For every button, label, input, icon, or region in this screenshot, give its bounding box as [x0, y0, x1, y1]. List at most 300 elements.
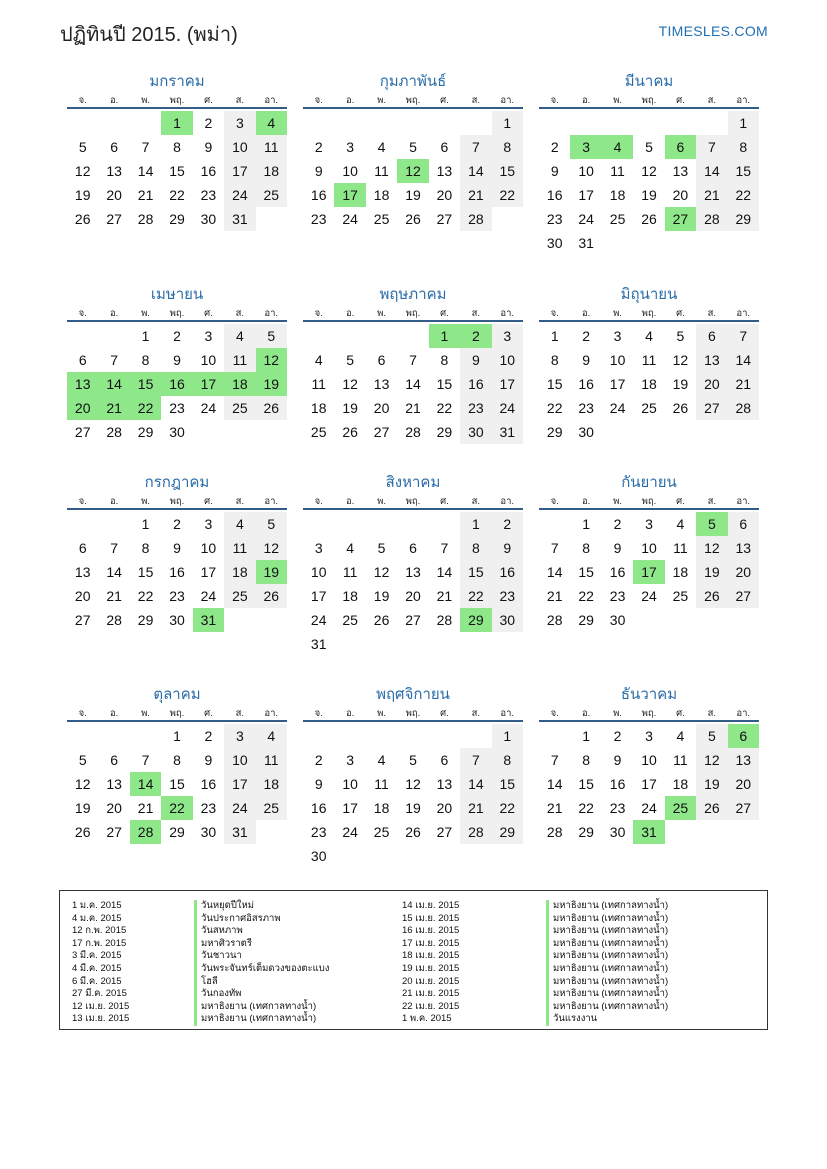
weekday-label: จ.: [78, 496, 87, 507]
weekday-label: จ.: [78, 308, 87, 319]
weekday-label: พ.: [377, 708, 386, 719]
day-cell: 11: [224, 536, 255, 560]
day-cell: 20: [74, 588, 91, 604]
weekday-label: อา.: [264, 708, 279, 719]
holiday-day-cell: 17: [334, 183, 365, 207]
legend-names-left: [194, 900, 329, 1026]
day-cell: 23: [578, 400, 594, 416]
day-cell: 22: [436, 400, 453, 416]
month-9: [539, 471, 759, 628]
day-cell: 21: [728, 372, 759, 396]
day-cell: 17: [641, 776, 657, 792]
weekday-label: พฤ.: [405, 95, 421, 106]
weekday-label: อา.: [500, 95, 515, 106]
holiday-day-cell: 13: [67, 372, 98, 396]
day-cell: 24: [310, 612, 327, 628]
month-8: [303, 471, 523, 652]
weekday-label: อ.: [581, 496, 591, 507]
day-cell: 23: [200, 800, 217, 816]
day-cell: 9: [173, 540, 181, 556]
day-cell: 7: [141, 139, 150, 155]
legend-dates-left: [72, 900, 129, 1026]
day-cell: 19: [696, 560, 727, 584]
day-cell: 27: [74, 424, 91, 440]
day-cell: 21: [696, 183, 727, 207]
holiday-date: 17 ก.พ. 2015: [72, 937, 127, 949]
holiday-date: 22 เม.ย. 2015: [402, 1000, 460, 1012]
day-cell: 15: [546, 376, 563, 392]
day-cell: 2: [204, 115, 213, 131]
day-cell: 28: [460, 207, 491, 231]
day-cell: 4: [377, 752, 386, 768]
day-cell: 4: [224, 512, 255, 536]
day-cell: 26: [373, 612, 390, 628]
day-cell: 12: [641, 163, 657, 179]
day-cell: 20: [672, 187, 689, 203]
weekday-label: อา.: [736, 308, 751, 319]
weekday-label: อา.: [736, 95, 751, 106]
day-cell: 15: [728, 159, 759, 183]
holiday-name: มหาธิงยาน (เทศกาลทางน้ำ): [546, 950, 668, 963]
day-cell: 8: [492, 748, 523, 772]
day-cell: 13: [728, 536, 759, 560]
day-cell: 24: [492, 396, 523, 420]
holiday-name: มหาธิงยาน (เทศกาลทางน้ำ): [546, 963, 668, 976]
day-cell: 18: [310, 400, 327, 416]
day-cell: 26: [256, 396, 287, 420]
holiday-name: โฮลี: [194, 976, 329, 989]
day-cell: 19: [74, 187, 91, 203]
day-cell: 11: [673, 752, 688, 768]
day-cell: 2: [314, 752, 323, 768]
month-name: เมษายน: [150, 286, 204, 303]
weekday-label: อา.: [500, 308, 515, 319]
day-cell: 29: [436, 424, 453, 440]
day-cell: 7: [550, 752, 559, 768]
day-cell: 8: [173, 139, 181, 155]
weekday-label: พฤ.: [641, 95, 657, 106]
day-cell: 15: [460, 560, 491, 584]
day-cell: 8: [141, 540, 150, 556]
holiday-date: 3 มี.ค. 2015: [72, 950, 122, 962]
weekday-label: พฤ.: [169, 308, 185, 319]
day-cell: 21: [460, 796, 491, 820]
day-cell: 11: [256, 135, 287, 159]
day-cell: 3: [204, 516, 213, 532]
day-cell: 28: [546, 612, 563, 628]
day-cell: 3: [346, 752, 355, 768]
day-cell: 13: [74, 564, 91, 580]
day-cell: 13: [436, 776, 453, 792]
weekday-label: พฤ.: [641, 496, 657, 507]
day-cell: 7: [460, 135, 491, 159]
day-cell: 12: [373, 564, 390, 580]
day-cell: 16: [310, 187, 327, 203]
holiday-date: 20 เม.ย. 2015: [402, 975, 460, 987]
day-cell: 7: [409, 352, 417, 368]
day-cell: 18: [256, 159, 287, 183]
weekday-label: ศ.: [676, 95, 685, 106]
day-cell: 10: [641, 752, 657, 768]
day-cell: 20: [106, 187, 122, 203]
day-cell: 28: [436, 612, 453, 628]
day-cell: 19: [672, 376, 689, 392]
day-cell: 15: [137, 564, 154, 580]
month-5: [303, 283, 523, 440]
month-name: มกราคม: [149, 73, 205, 90]
day-cell: 1: [582, 728, 591, 744]
day-cell: 31: [224, 820, 255, 844]
weekday-label: อ.: [109, 95, 119, 106]
weekday-label: ศ.: [440, 496, 449, 507]
day-cell: 27: [373, 424, 390, 440]
day-cell: 2: [550, 139, 559, 155]
day-cell: 19: [373, 588, 390, 604]
weekday-label: พ.: [613, 496, 622, 507]
day-cell: 16: [460, 372, 491, 396]
holiday-day-cell: 12: [256, 348, 287, 372]
holiday-day-cell: 21: [98, 396, 129, 420]
weekday-label: อา.: [500, 496, 515, 507]
day-cell: 31: [310, 636, 327, 652]
day-cell: 23: [310, 824, 327, 840]
holiday-day-cell: 17: [193, 372, 224, 396]
month-name: พฤษภาคม: [379, 286, 447, 303]
weekday-header: [67, 707, 287, 722]
day-cell: 23: [609, 800, 626, 816]
day-cell: 16: [578, 376, 594, 392]
day-cell: 2: [204, 728, 213, 744]
weekday-label: พฤ.: [405, 708, 421, 719]
day-cell: 12: [405, 776, 421, 792]
day-cell: 27: [106, 211, 122, 227]
day-cell: 14: [546, 564, 563, 580]
holiday-day-cell: 12: [397, 159, 428, 183]
day-cell: 24: [641, 800, 657, 816]
weekday-header: [67, 94, 287, 109]
day-cell: 7: [460, 748, 491, 772]
day-cell: 11: [224, 348, 255, 372]
day-cell: 25: [342, 612, 358, 628]
day-cell: 22: [137, 588, 154, 604]
holiday-date: 12 เม.ย. 2015: [72, 1000, 130, 1012]
day-cell: 6: [440, 752, 449, 768]
day-cell: 2: [173, 516, 181, 532]
day-cell: 4: [377, 139, 386, 155]
day-cell: 8: [141, 352, 150, 368]
day-cell: 16: [609, 776, 626, 792]
weekday-label: จ.: [78, 708, 87, 719]
day-cell: 21: [546, 800, 563, 816]
weekday-label: พ.: [141, 708, 150, 719]
holiday-date: 4 มี.ค. 2015: [72, 962, 122, 974]
day-cell: 28: [405, 424, 421, 440]
holiday-date: 15 เม.ย. 2015: [402, 912, 460, 924]
day-cell: 15: [492, 159, 523, 183]
day-cell: 4: [676, 516, 685, 532]
weekday-label: ศ.: [204, 496, 213, 507]
day-cell: 18: [672, 564, 689, 580]
weekday-label: อ.: [581, 708, 591, 719]
holiday-day-cell: 5: [696, 512, 727, 536]
day-cell: 24: [200, 588, 217, 604]
month-name: กุมภาพันธ์: [379, 73, 447, 90]
day-cell: 26: [405, 211, 421, 227]
weekday-label: พ.: [613, 308, 622, 319]
day-cell: 3: [492, 324, 523, 348]
day-cell: 3: [314, 540, 323, 556]
weekday-label: จ.: [550, 95, 559, 106]
day-cell: 18: [672, 776, 689, 792]
day-cell: 21: [106, 588, 122, 604]
day-cell: 8: [173, 752, 181, 768]
holiday-name: วันหยุดปีใหม่: [194, 900, 329, 913]
weekday-label: จ.: [550, 708, 559, 719]
day-cell: 12: [696, 536, 727, 560]
month-11: [303, 683, 523, 864]
day-cell: 20: [106, 800, 122, 816]
weekday-label: พ.: [613, 95, 622, 106]
day-cell: 8: [440, 352, 449, 368]
day-cell: 10: [310, 564, 327, 580]
day-cell: 26: [405, 824, 421, 840]
day-cell: 14: [405, 376, 421, 392]
day-cell: 2: [314, 139, 323, 155]
weekday-label: อ.: [581, 95, 591, 106]
day-cell: 25: [256, 796, 287, 820]
day-cell: 9: [613, 752, 622, 768]
day-cell: 18: [342, 588, 358, 604]
day-cell: 28: [106, 612, 122, 628]
day-cell: 14: [106, 564, 122, 580]
day-cell: 27: [728, 796, 759, 820]
day-cell: 29: [546, 424, 563, 440]
day-cell: 10: [200, 540, 217, 556]
day-cell: 22: [492, 796, 523, 820]
weekday-label: อ.: [109, 496, 119, 507]
day-cell: 15: [436, 376, 453, 392]
day-cell: 3: [204, 328, 213, 344]
day-cell: 7: [110, 540, 119, 556]
day-cell: 11: [256, 748, 287, 772]
day-cell: 22: [169, 187, 185, 203]
day-cell: 5: [346, 352, 355, 368]
day-cell: 23: [609, 588, 626, 604]
day-cell: 20: [728, 560, 759, 584]
day-cell: 12: [74, 163, 91, 179]
day-cell: 14: [728, 348, 759, 372]
day-cell: 18: [224, 560, 255, 584]
day-cell: 27: [106, 824, 122, 840]
holiday-day-cell: 3: [570, 135, 601, 159]
weekday-label: ส.: [235, 708, 245, 719]
weekday-label: พ.: [141, 308, 150, 319]
holiday-date: 18 เม.ย. 2015: [402, 950, 460, 962]
holiday-day-cell: 19: [256, 560, 287, 584]
day-cell: 15: [169, 776, 185, 792]
day-cell: 23: [492, 584, 523, 608]
weekday-label: อ.: [345, 496, 355, 507]
holiday-day-cell: 14: [130, 772, 161, 796]
day-cell: 25: [256, 183, 287, 207]
month-name: มีนาคม: [624, 73, 674, 90]
day-cell: 10: [342, 163, 358, 179]
weekday-header: [303, 307, 523, 322]
day-cell: 10: [342, 776, 358, 792]
day-cell: 2: [582, 328, 591, 344]
day-cell: 12: [672, 352, 689, 368]
day-cell: 15: [492, 772, 523, 796]
day-cell: 16: [546, 187, 563, 203]
day-cell: 6: [728, 512, 759, 536]
day-cell: 17: [310, 588, 327, 604]
year-calendar: [67, 70, 760, 885]
day-cell: 3: [645, 516, 653, 532]
day-cell: 26: [672, 400, 689, 416]
day-cell: 25: [224, 396, 255, 420]
holiday-date: 21 เม.ย. 2015: [402, 988, 460, 1000]
day-cell: 13: [696, 348, 727, 372]
day-cell: 19: [342, 400, 358, 416]
weekday-label: จ.: [314, 95, 323, 106]
weekday-label: ส.: [235, 308, 245, 319]
day-cell: 13: [728, 748, 759, 772]
day-cell: 1: [173, 728, 181, 744]
day-cell: 10: [641, 540, 657, 556]
holiday-date: 14 เม.ย. 2015: [402, 900, 460, 911]
day-cell: 13: [405, 564, 421, 580]
day-cell: 1: [728, 111, 759, 135]
day-cell: 14: [137, 163, 154, 179]
month-name: ตุลาคม: [153, 686, 201, 703]
weekday-label: ส.: [707, 496, 717, 507]
holiday-day-cell: 6: [665, 135, 696, 159]
holiday-day-cell: 15: [130, 372, 161, 396]
day-cell: 28: [696, 207, 727, 231]
day-cell: 9: [204, 752, 213, 768]
day-cell: 8: [728, 135, 759, 159]
weekday-header: [67, 495, 287, 510]
day-cell: 25: [310, 424, 327, 440]
day-cell: 23: [546, 211, 563, 227]
weekday-label: ศ.: [676, 708, 685, 719]
day-cell: 7: [440, 540, 449, 556]
day-cell: 19: [74, 800, 91, 816]
day-cell: 12: [256, 536, 287, 560]
brand-link[interactable]: TIMESLES.COM: [658, 23, 768, 39]
holiday-day-cell: 22: [161, 796, 192, 820]
day-cell: 25: [641, 400, 657, 416]
day-cell: 30: [169, 424, 185, 440]
weekday-header: [67, 307, 287, 322]
weekday-label: พฤ.: [641, 308, 657, 319]
day-cell: 22: [546, 400, 563, 416]
day-cell: 17: [578, 187, 594, 203]
day-cell: 24: [641, 588, 657, 604]
day-cell: 3: [613, 328, 622, 344]
holiday-date: 4 ม.ค. 2015: [72, 912, 122, 924]
day-cell: 1: [460, 512, 491, 536]
day-cell: 11: [673, 540, 688, 556]
weekday-label: จ.: [550, 496, 559, 507]
holiday-name: มหาธิงยาน (เทศกาลทางน้ำ): [546, 900, 668, 913]
day-cell: 23: [460, 396, 491, 420]
holiday-day-cell: 4: [256, 111, 287, 135]
day-cell: 6: [78, 352, 87, 368]
month-7: [67, 471, 287, 628]
day-cell: 11: [610, 163, 625, 179]
day-cell: 26: [696, 796, 727, 820]
day-cell: 3: [224, 724, 255, 748]
weekday-label: อา.: [500, 708, 515, 719]
day-cell: 29: [137, 612, 154, 628]
holiday-day-cell: 6: [728, 724, 759, 748]
day-cell: 28: [546, 824, 563, 840]
day-cell: 13: [106, 163, 122, 179]
day-cell: 18: [256, 772, 287, 796]
holiday-day-cell: 14: [98, 372, 129, 396]
holiday-name: มหาธิงยาน (เทศกาลทางน้ำ): [546, 925, 668, 938]
month-2: [303, 70, 523, 227]
month-name: มิถุนายน: [620, 286, 678, 303]
holiday-name: มหาธิงยาน (เทศกาลทางน้ำ): [546, 913, 668, 926]
day-cell: 9: [460, 348, 491, 372]
day-cell: 28: [728, 396, 759, 420]
day-cell: 6: [409, 540, 417, 556]
weekday-label: พฤ.: [405, 308, 421, 319]
day-cell: 3: [346, 139, 355, 155]
day-cell: 29: [137, 424, 154, 440]
day-cell: 23: [169, 588, 185, 604]
day-cell: 1: [582, 516, 591, 532]
day-cell: 30: [609, 612, 626, 628]
day-cell: 9: [204, 139, 213, 155]
day-cell: 8: [582, 752, 591, 768]
day-cell: 23: [169, 400, 185, 416]
day-cell: 27: [696, 396, 727, 420]
day-cell: 29: [169, 824, 185, 840]
day-cell: 28: [460, 820, 491, 844]
day-cell: 14: [696, 159, 727, 183]
day-cell: 13: [436, 163, 453, 179]
day-cell: 1: [141, 516, 150, 532]
weekday-label: อา.: [264, 95, 279, 106]
day-cell: 6: [377, 352, 386, 368]
weekday-header: [303, 707, 523, 722]
day-cell: 2: [613, 728, 622, 744]
day-cell: 30: [169, 612, 185, 628]
day-cell: 20: [696, 372, 727, 396]
day-cell: 25: [609, 211, 626, 227]
day-cell: 5: [78, 752, 87, 768]
day-cell: 25: [224, 584, 255, 608]
month-name: กรกฎาคม: [144, 474, 210, 491]
day-cell: 10: [224, 748, 255, 772]
day-cell: 1: [492, 111, 523, 135]
month-name: พฤศจิกายน: [376, 686, 450, 703]
day-cell: 5: [377, 540, 386, 556]
weekday-label: อา.: [264, 496, 279, 507]
day-cell: 14: [546, 776, 563, 792]
day-cell: 24: [342, 824, 358, 840]
day-cell: 14: [460, 159, 491, 183]
holiday-date: 27 มี.ค. 2015: [72, 988, 127, 1000]
day-cell: 9: [582, 352, 591, 368]
weekday-label: พฤ.: [641, 708, 657, 719]
holiday-day-cell: 18: [224, 372, 255, 396]
day-cell: 24: [224, 796, 255, 820]
day-cell: 10: [578, 163, 594, 179]
